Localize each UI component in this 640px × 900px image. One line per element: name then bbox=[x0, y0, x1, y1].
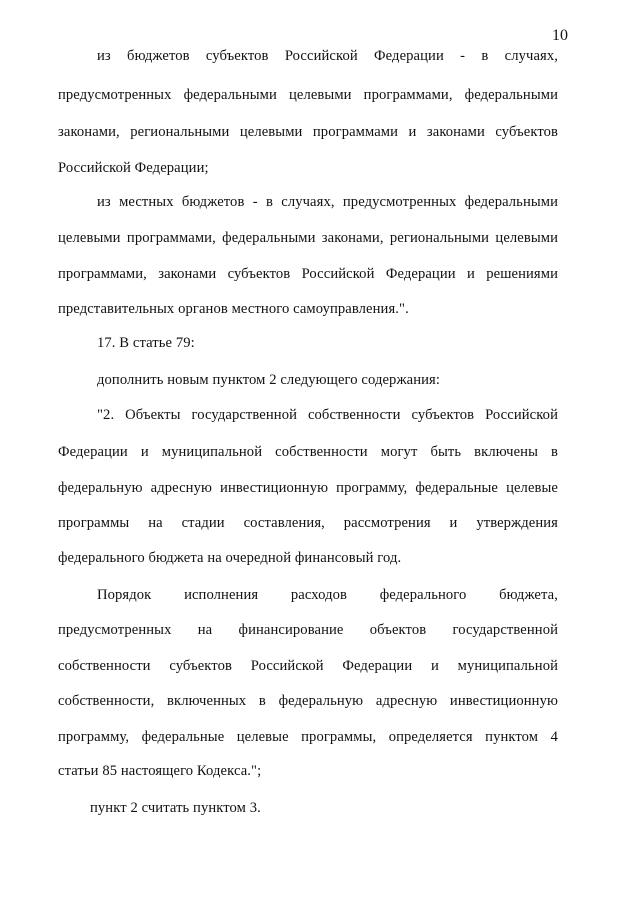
text-line: программу, федеральные целевые программы, определяется пунктом 4 bbox=[58, 729, 558, 745]
text-line: законами, региональными целевыми программами и законами субъектов bbox=[58, 124, 558, 140]
text-line: предусмотренных федеральными целевыми программами, федеральными bbox=[58, 87, 558, 103]
text-line: предусмотренных на финансирование объектов государственной bbox=[58, 622, 558, 638]
text-line: статьи 85 настоящего Кодекса."; bbox=[58, 763, 262, 779]
text-line: дополнить новым пунктом 2 следующего содержания: bbox=[97, 372, 441, 388]
page-number: 10 bbox=[552, 27, 568, 44]
text-line: пункт 2 считать пунктом 3. bbox=[90, 800, 261, 816]
text-line: Порядок исполнения расходов федерального бюджета, bbox=[97, 587, 558, 603]
text-line: программы на стадии составления, рассмотрения и утверждения bbox=[58, 515, 558, 531]
text-line: из бюджетов субъектов Российской Федерации - в случаях, bbox=[97, 48, 558, 64]
text-line: Федерации и муниципальной собственности могут быть включены в bbox=[58, 444, 558, 460]
text-line: представительных органов местного самоуправления.". bbox=[58, 301, 409, 317]
text-line: "2. Объекты государственной собственности субъектов Российской bbox=[97, 407, 558, 423]
text-line: Российской Федерации; bbox=[58, 160, 209, 176]
text-line: целевыми программами, федеральными законами, региональными целевыми bbox=[58, 230, 558, 246]
text-line: федеральную адресную инвестиционную программу, федеральные целевые bbox=[58, 480, 558, 496]
text-line: собственности, включенных в федеральную адресную инвестиционную bbox=[58, 693, 558, 709]
text-line: из местных бюджетов - в случаях, предусмотренных федеральными bbox=[97, 194, 558, 210]
text-line: федерального бюджета на очередной финансовый год. bbox=[58, 550, 402, 566]
text-line: программами, законами субъектов Российской Федерации и решениями bbox=[58, 266, 558, 282]
section-heading: 17. В статье 79: bbox=[97, 335, 195, 351]
text-line: собственности субъектов Российской Федерации и муниципальной bbox=[58, 658, 558, 674]
